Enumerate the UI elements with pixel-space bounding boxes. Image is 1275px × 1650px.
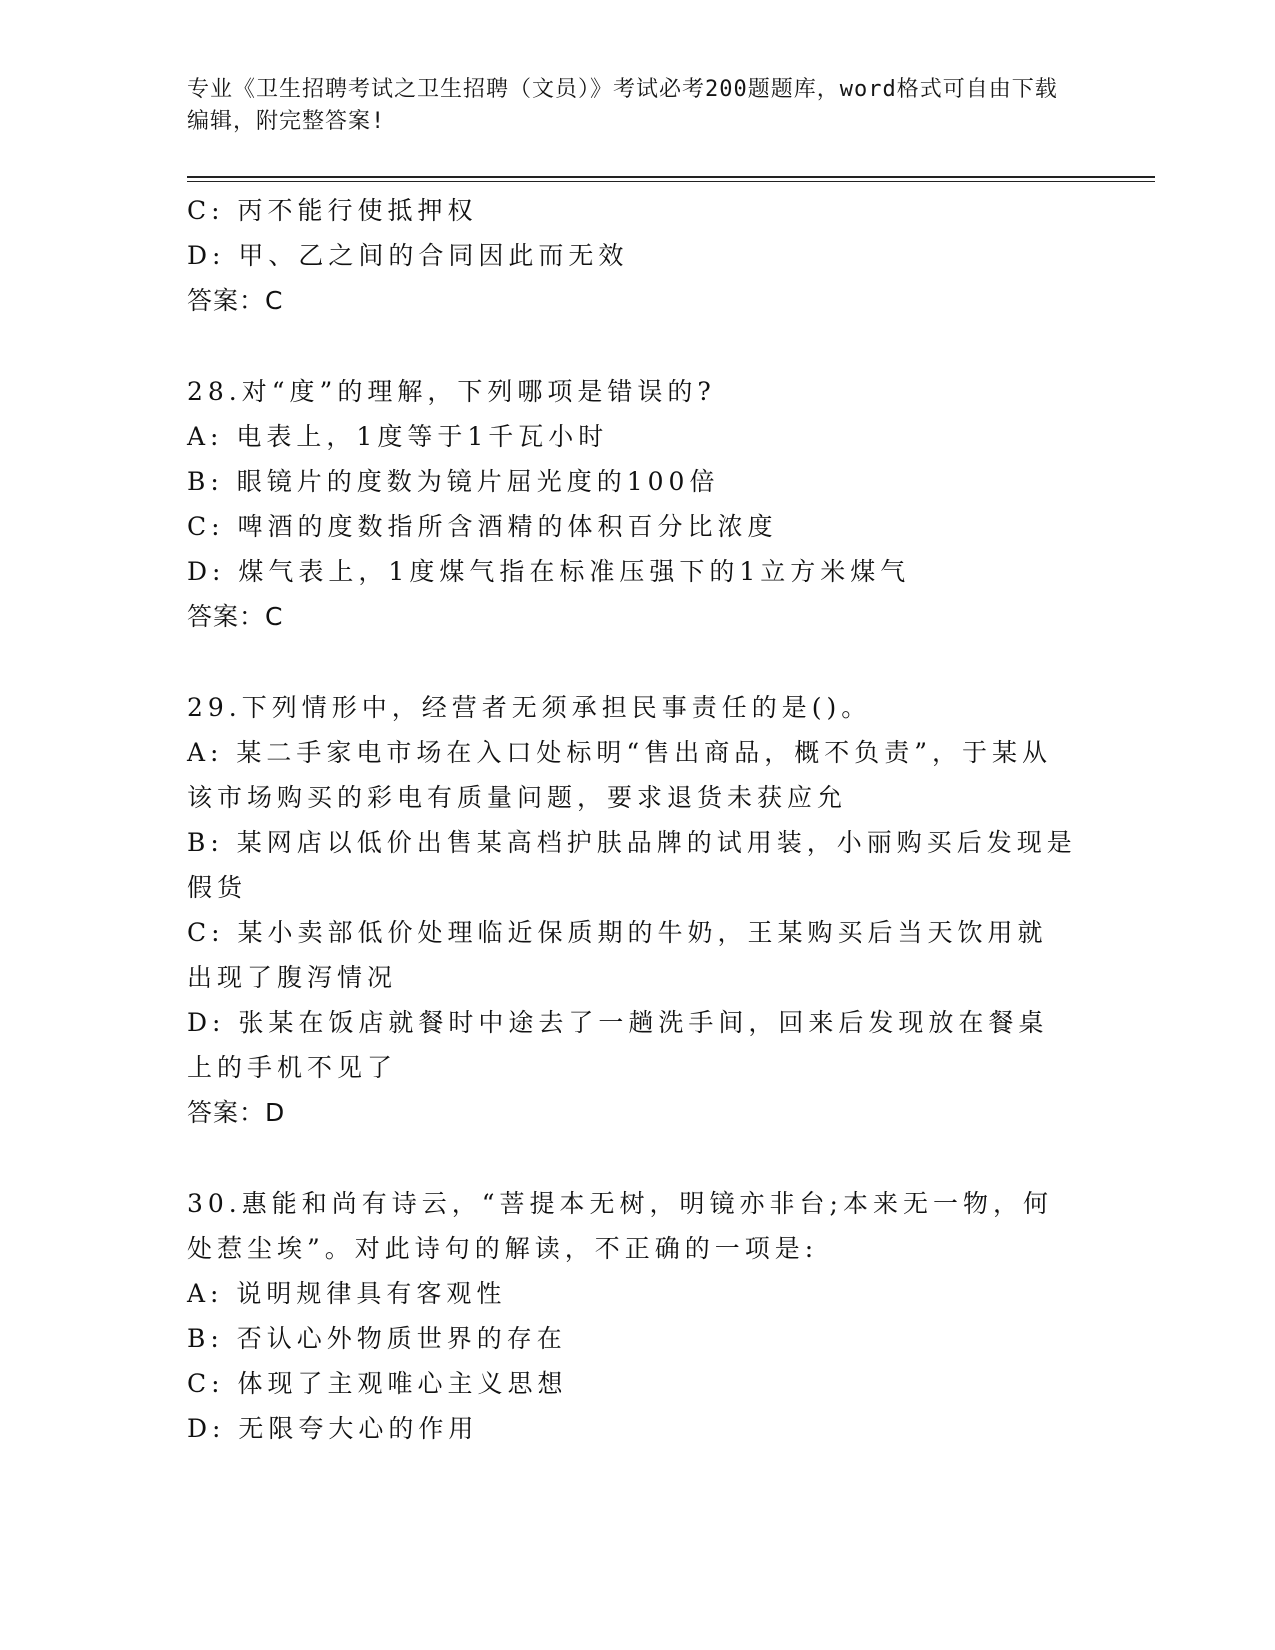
option-c: C: 某小卖部低价处理临近保质期的牛奶，王某购买后当天饮用就出现了腹泻情况: [187, 918, 1048, 992]
option-d: D: 无限夸大心的作用: [187, 1414, 479, 1443]
option-c: C: 丙不能行使抵押权: [187, 196, 478, 225]
spacer: [187, 323, 1077, 369]
document-body: [187, 188, 1077, 1451]
option-a: A: 电表上，1度等于1千瓦小时: [187, 422, 609, 451]
spacer: [187, 639, 1077, 685]
header-divider-thick: [187, 176, 1155, 178]
option-a: A: 说明规律具有客观性: [187, 1279, 507, 1308]
option-b: B: 某网店以低价出售某高档护肤品牌的试用装，小丽购买后发现是假货: [187, 828, 1077, 902]
header-divider-thin: [187, 181, 1155, 182]
answer-line: 答案：D: [187, 1098, 286, 1127]
question-30: [187, 1181, 1077, 1451]
option-d: D: 张某在饭店就餐时中途去了一趟洗手间，回来后发现放在餐桌上的手机不见了: [187, 1008, 1049, 1082]
option-d: D: 甲、乙之间的合同因此而无效: [187, 241, 629, 270]
option-b: B: 眼镜片的度数为镜片屈光度的100倍: [187, 467, 720, 496]
question-27-continued: [187, 188, 1077, 323]
option-b: B: 否认心外物质世界的存在: [187, 1324, 567, 1353]
question-stem: 30.惠能和尚有诗云，“菩提本无树，明镜亦非台;本来无一物，何处惹尘埃”。对此诗句的解读，不正确的一项是:: [187, 1189, 1053, 1263]
question-28: [187, 369, 1077, 639]
answer-line: 答案：C: [187, 286, 284, 315]
spacer: [187, 1135, 1077, 1181]
answer-line: 答案：C: [187, 602, 284, 631]
document-header: 专业《卫生招聘考试之卫生招聘（文员）》考试必考200题题库，word格式可自由下载编辑，附完整答案!: [187, 77, 1058, 134]
option-c: C: 啤酒的度数指所含酒精的体积百分比浓度: [187, 512, 778, 541]
question-stem: 29.下列情形中，经营者无须承担民事责任的是()。: [187, 693, 872, 722]
option-c: C: 体现了主观唯心主义思想: [187, 1369, 568, 1398]
option-d: D: 煤气表上，1度煤气指在标准压强下的1立方米煤气: [187, 557, 911, 586]
question-29: [187, 685, 1077, 1135]
question-stem: 28.对“度”的理解，下列哪项是错误的?: [187, 377, 716, 406]
option-a: A: 某二手家电市场在入口处标明“售出商品，概不负责”，于某从该市场购买的彩电有质量问题，要求退货未获应允: [187, 738, 1052, 812]
